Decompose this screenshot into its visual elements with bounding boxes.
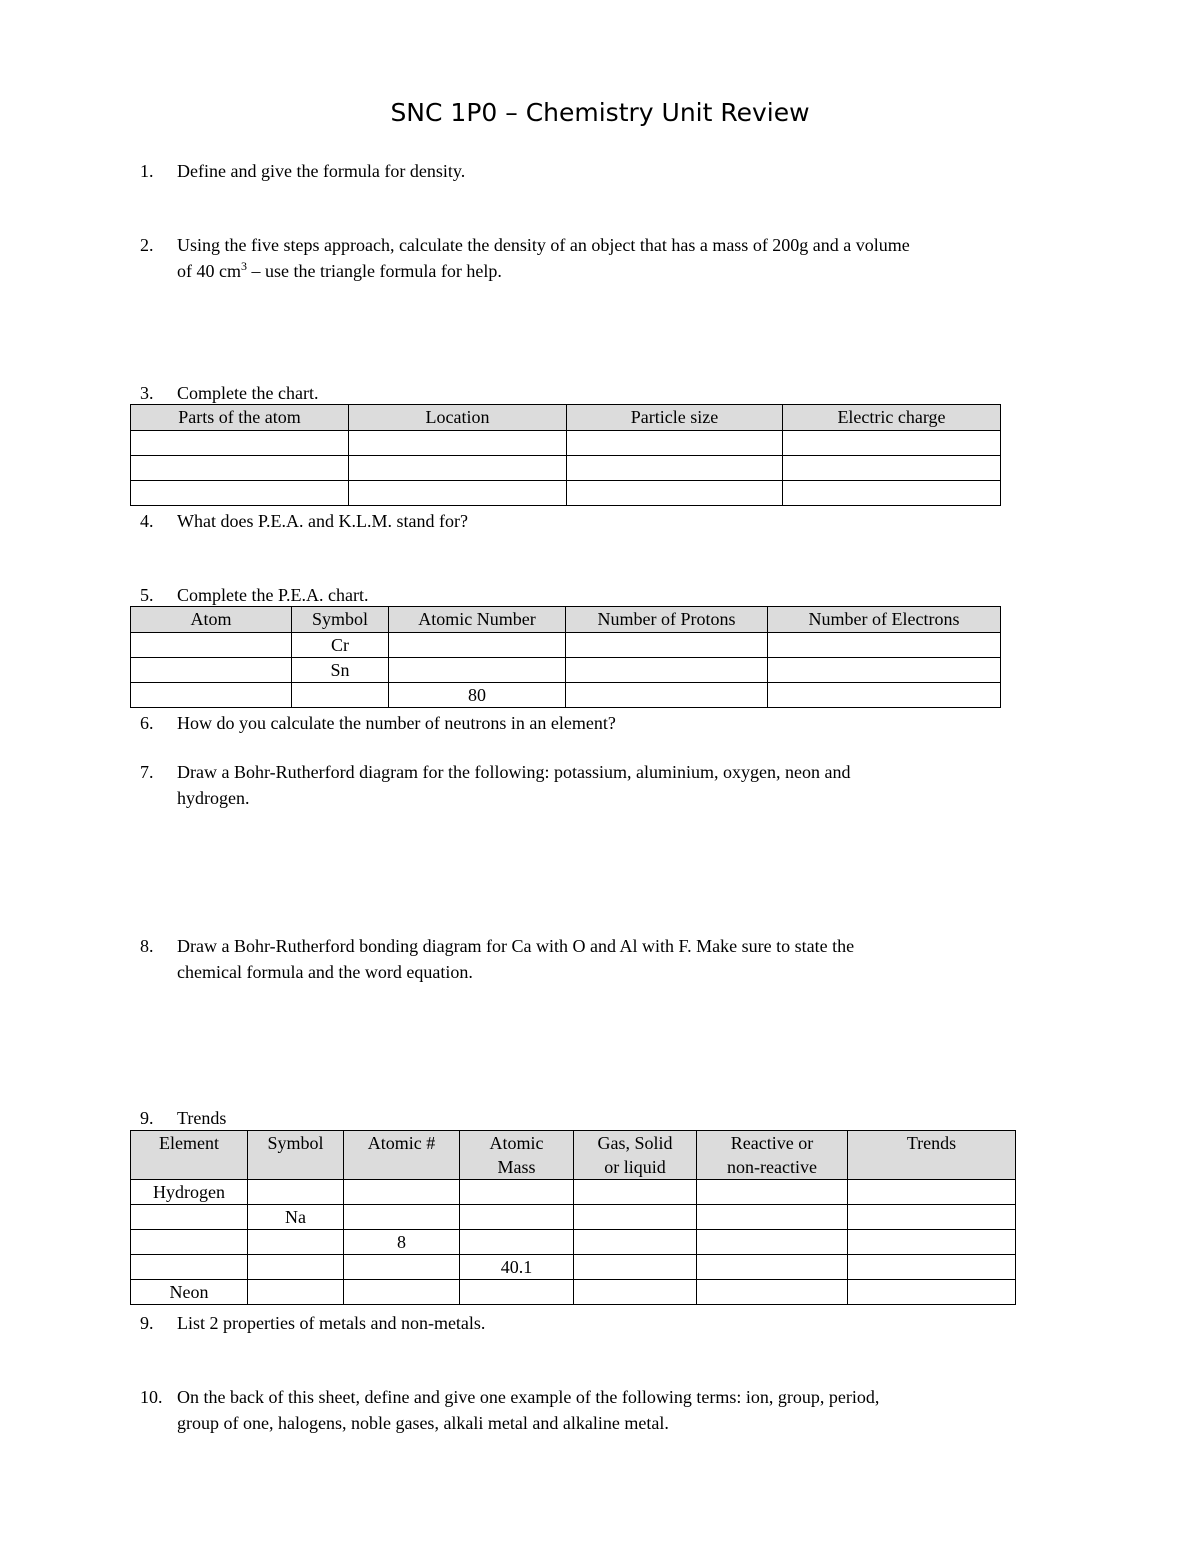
table-row — [131, 481, 1001, 506]
table-cell — [248, 1255, 344, 1280]
table-cell — [574, 1230, 697, 1255]
header-cell: Element — [131, 1131, 248, 1180]
table-cell — [697, 1180, 848, 1205]
table-cell — [574, 1280, 697, 1305]
table-row — [131, 683, 1001, 708]
table-row — [131, 1255, 1016, 1280]
table-cell — [131, 456, 349, 481]
table-cell — [131, 481, 349, 506]
header-cell: Reactive or non-reactive — [697, 1131, 848, 1180]
table-cell — [768, 633, 1001, 658]
table-cell: 80 — [389, 683, 566, 708]
header-cell: Number of Electrons — [768, 607, 1001, 633]
table-cell — [460, 1280, 574, 1305]
header-cell: Number of Protons — [566, 607, 768, 633]
question-text-line2: group of one, halogens, noble gases, alkali metal and alkaline metal. — [177, 1413, 669, 1433]
table-cell — [389, 633, 566, 658]
table-cell — [848, 1230, 1016, 1255]
table-cell — [697, 1205, 848, 1230]
table-row — [131, 633, 1001, 658]
header-cell: Atomic Mass — [460, 1131, 574, 1180]
question-number: 3. — [140, 383, 154, 403]
question-text: What does P.E.A. and K.L.M. stand for? — [177, 511, 468, 531]
table-cell — [292, 683, 389, 708]
table-header-row — [131, 607, 1001, 633]
table-cell — [574, 1255, 697, 1280]
table-cell — [768, 683, 1001, 708]
table-cell — [344, 1180, 460, 1205]
table-cell — [460, 1180, 574, 1205]
table-cell — [848, 1280, 1016, 1305]
header-cell: Atomic Number — [389, 607, 566, 633]
question-number: 4. — [140, 511, 154, 531]
header-cell: Electric charge — [783, 405, 1001, 431]
table-cell — [567, 431, 783, 456]
table-cell — [567, 481, 783, 506]
table-cell — [131, 683, 292, 708]
table-cell — [768, 658, 1001, 683]
header-cell: Location — [349, 405, 567, 431]
question-number: 2. — [140, 235, 154, 255]
table-cell — [783, 431, 1001, 456]
question-text-line2: chemical formula and the word equation. — [177, 962, 473, 982]
table-cell — [248, 1180, 344, 1205]
header-cell: Parts of the atom — [131, 405, 349, 431]
table-header-row — [131, 1131, 1016, 1180]
table-cell — [349, 456, 567, 481]
question-text: Complete the chart. — [177, 383, 319, 403]
table-header-row — [131, 405, 1001, 431]
header-cell: Particle size — [567, 405, 783, 431]
question-text: Complete the P.E.A. chart. — [177, 585, 369, 605]
table-cell — [344, 1255, 460, 1280]
question-text-line1: On the back of this sheet, define and give one example of the following terms: ion, group, period, — [177, 1387, 880, 1407]
question-text-line1: Draw a Bohr-Rutherford diagram for the following: potassium, aluminium, oxygen, neon and — [177, 762, 851, 782]
question-number: 1. — [140, 161, 154, 181]
table-row — [131, 1205, 1016, 1230]
table-cell — [349, 431, 567, 456]
table-cell — [344, 1205, 460, 1230]
table-cell — [783, 456, 1001, 481]
question-text-line2: of 40 $cm^3$ – use the triangle formula for help. — [177, 259, 502, 281]
table-cell — [697, 1255, 848, 1280]
table-cell — [574, 1180, 697, 1205]
table-cell — [248, 1230, 344, 1255]
table-cell — [566, 633, 768, 658]
question-text: How do you calculate the number of neutrons in an element? — [177, 713, 616, 733]
table-cell — [131, 633, 292, 658]
header-cell: Symbol — [292, 607, 389, 633]
question-number: 10. — [140, 1387, 163, 1407]
table-row — [131, 456, 1001, 481]
table-cell: 8 — [344, 1230, 460, 1255]
table-row — [131, 1280, 1016, 1305]
table-cell — [566, 658, 768, 683]
question-number: 5. — [140, 585, 154, 605]
header-cell: Gas, Solid or liquid — [574, 1131, 697, 1180]
table-cell: 40.1 — [460, 1255, 574, 1280]
table-cell — [131, 658, 292, 683]
table-cell — [848, 1255, 1016, 1280]
table-cell — [848, 1205, 1016, 1230]
question-number: 7. — [140, 762, 154, 782]
table-row — [131, 431, 1001, 456]
table-cell: Cr — [292, 633, 389, 658]
question-text-line2: hydrogen. — [177, 788, 250, 808]
pea-table — [130, 606, 1001, 708]
question-number: 9. — [140, 1313, 154, 1333]
table-cell — [248, 1280, 344, 1305]
table-cell — [131, 1205, 248, 1230]
atom-parts-table — [130, 404, 1001, 506]
question-text: List 2 properties of metals and non-metals. — [177, 1313, 486, 1333]
page-title: SNC 1P0 – Chemistry Unit Review — [390, 98, 810, 127]
table-cell — [697, 1230, 848, 1255]
question-number: 8. — [140, 936, 154, 956]
header-cell: Symbol — [248, 1131, 344, 1180]
table-cell: Neon — [131, 1280, 248, 1305]
table-cell — [848, 1180, 1016, 1205]
question-number: 6. — [140, 713, 154, 733]
table-cell — [131, 431, 349, 456]
table-cell — [460, 1230, 574, 1255]
trends-table — [130, 1130, 1016, 1305]
header-cell: Atomic # — [344, 1131, 460, 1180]
table-row — [131, 1180, 1016, 1205]
table-cell: Hydrogen — [131, 1180, 248, 1205]
table-cell — [389, 658, 566, 683]
table-row — [131, 1230, 1016, 1255]
table-cell — [574, 1205, 697, 1230]
header-cell: Trends — [848, 1131, 1016, 1180]
question-text: Trends — [177, 1108, 227, 1128]
question-text-line1: Using the five steps approach, calculate the density of an object that has a mass of 200g and a volume — [177, 235, 910, 255]
table-cell — [697, 1280, 848, 1305]
table-cell — [460, 1205, 574, 1230]
table-row — [131, 658, 1001, 683]
question-text: Define and give the formula for density. — [177, 161, 466, 181]
header-cell: Atom — [131, 607, 292, 633]
table-cell — [344, 1280, 460, 1305]
table-cell: Na — [248, 1205, 344, 1230]
table-cell — [131, 1230, 248, 1255]
question-text-line1: Draw a Bohr-Rutherford bonding diagram for Ca with O and Al with F. Make sure to state the — [177, 936, 855, 956]
question-number: 9. — [140, 1108, 154, 1128]
table-cell — [783, 481, 1001, 506]
table-cell — [349, 481, 567, 506]
table-cell — [566, 683, 768, 708]
table-cell — [131, 1255, 248, 1280]
table-cell — [567, 456, 783, 481]
table-cell: Sn — [292, 658, 389, 683]
